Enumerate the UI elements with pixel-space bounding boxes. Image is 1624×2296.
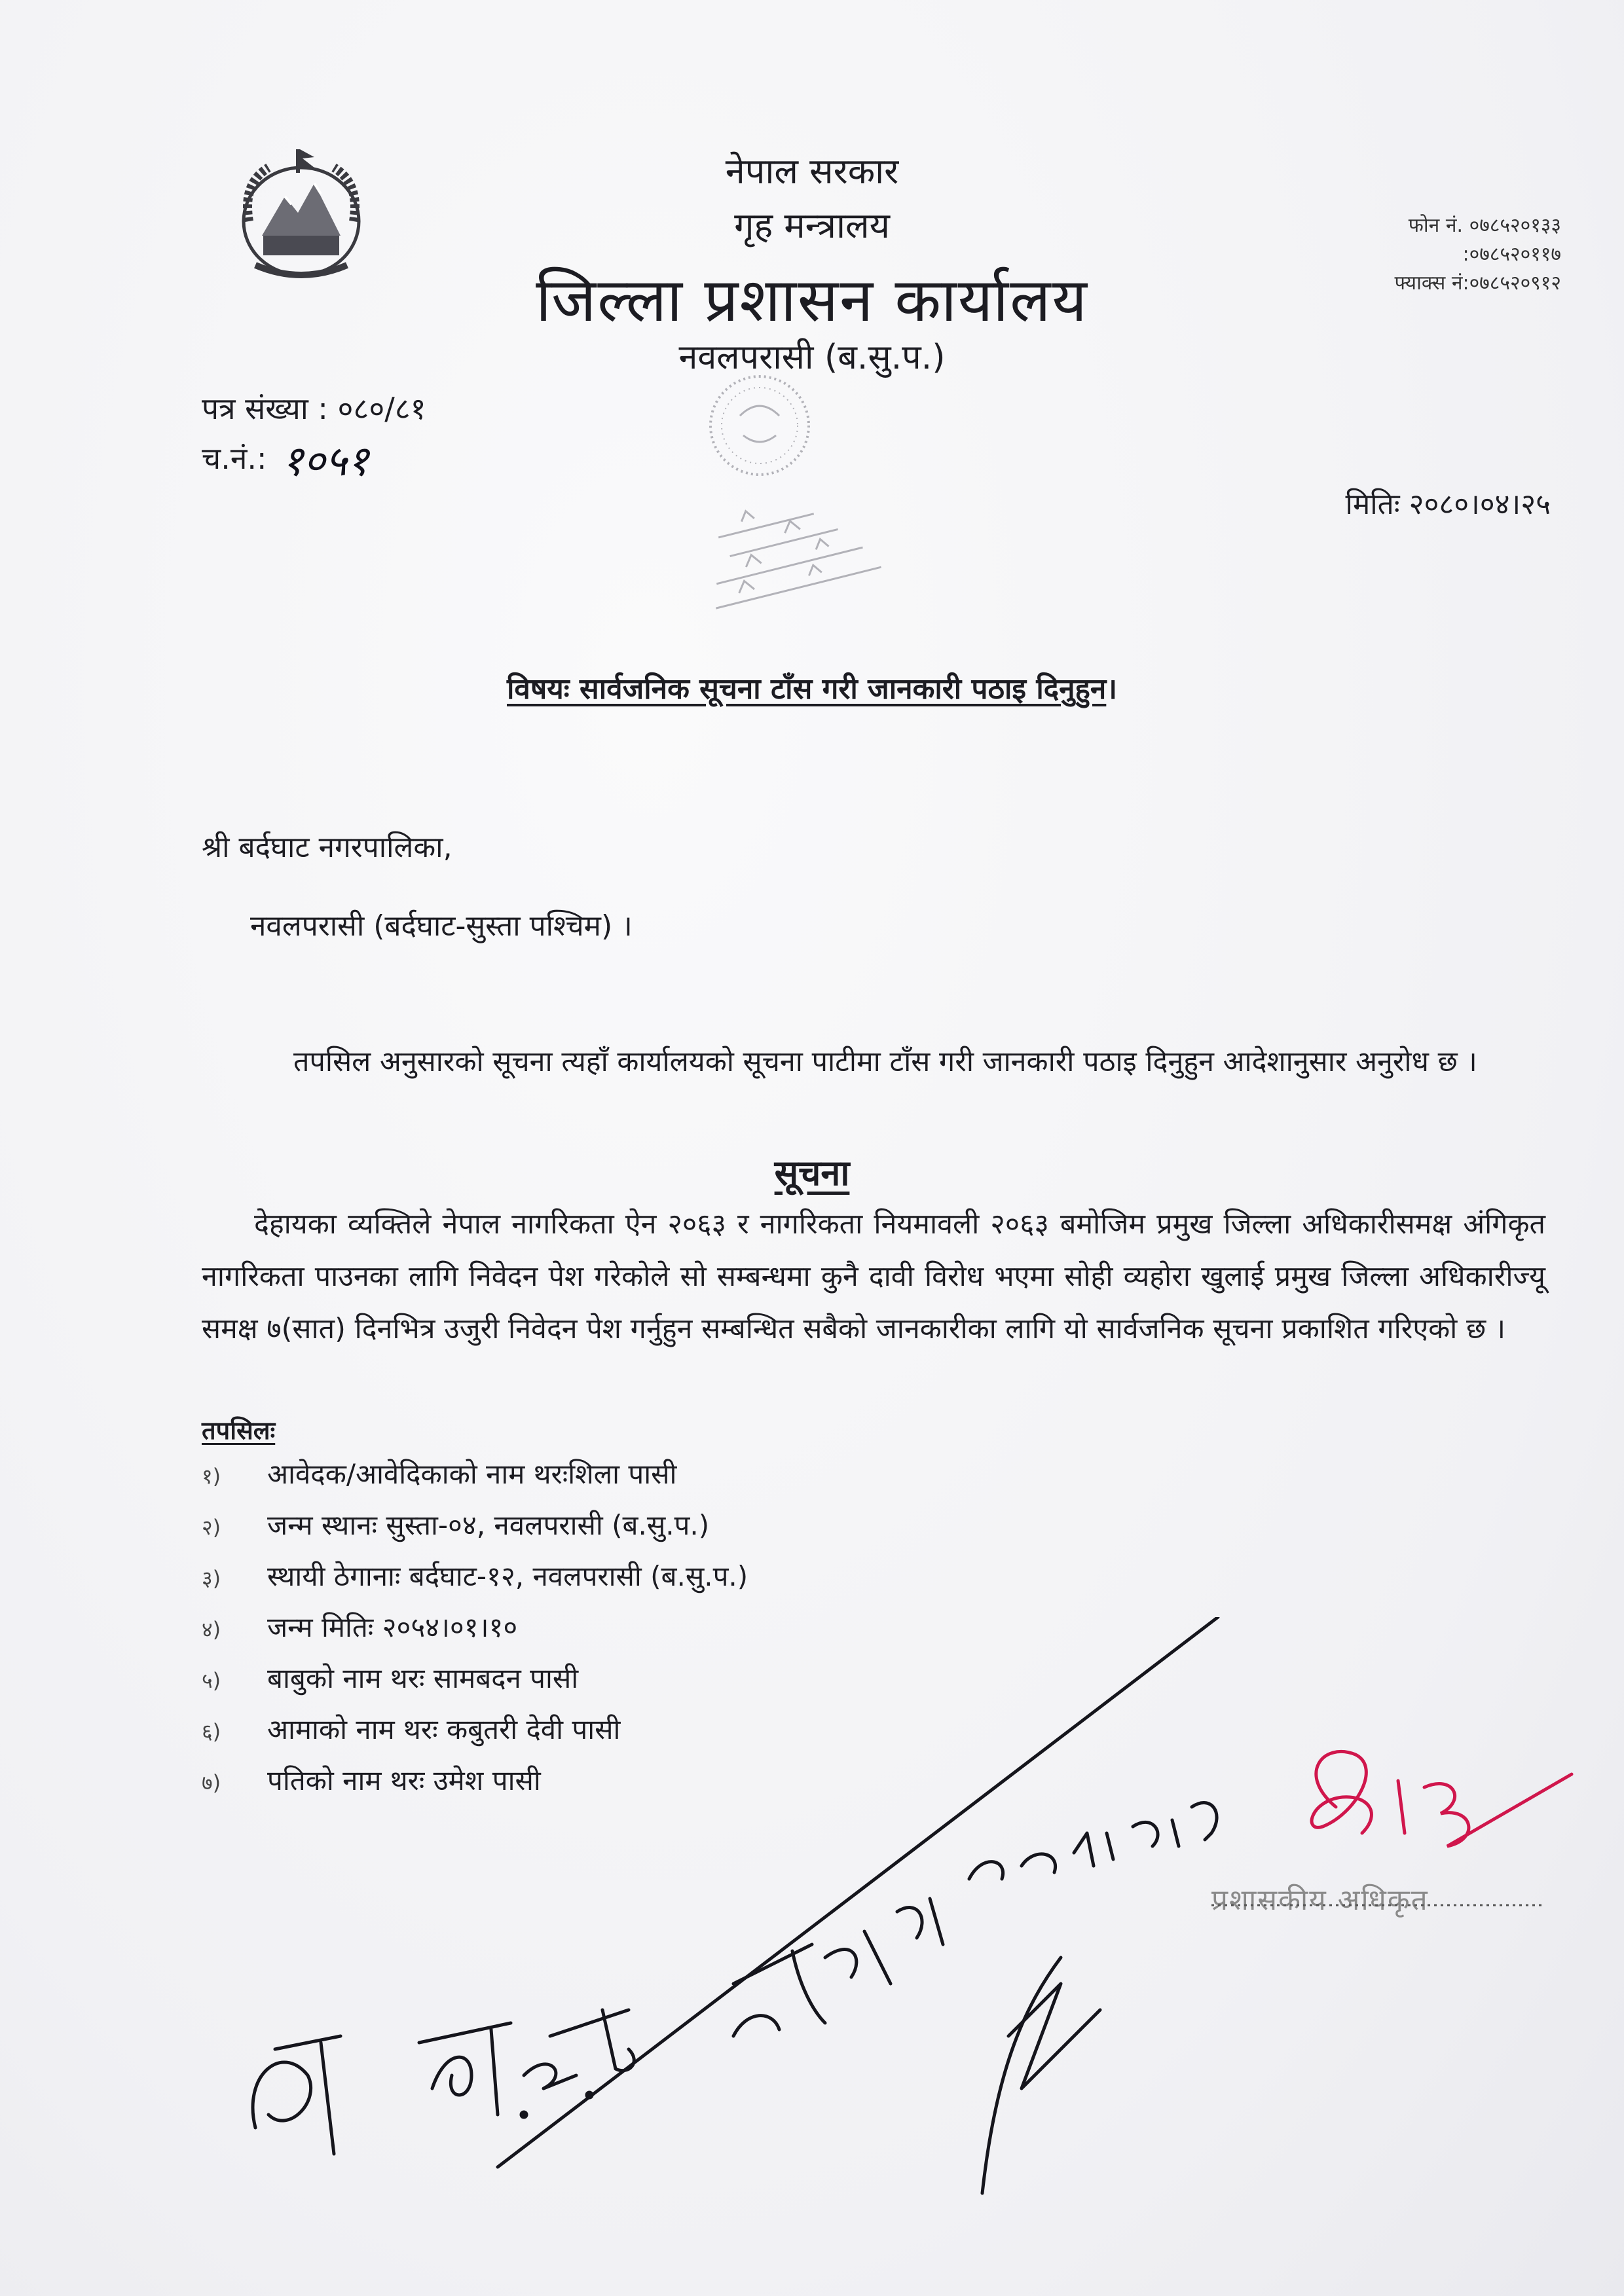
dispatch-number-handwritten: १०५१	[282, 437, 369, 486]
phone-number-2: :०७८५२०११७	[1462, 243, 1561, 266]
office-name: जिल्ला प्रशासन कार्यालय	[536, 265, 1088, 335]
government-name: नेपाल सरकार	[725, 151, 899, 192]
handwritten-annotations	[236, 1617, 1283, 2206]
letter-number: पत्र संख्या : ०८०/८१	[202, 391, 426, 426]
detail-text: जन्म स्थानः सुस्ता-०४, नवलपरासी (ब.सु.प.)	[267, 1509, 710, 1541]
district-name: नवलपरासी (ब.सु.प.)	[678, 338, 946, 377]
officer-signature-red	[1283, 1735, 1591, 1886]
detail-number: ५)	[202, 1668, 221, 1693]
detail-item	[202, 1506, 709, 1543]
subject-end-mark: ।	[1106, 672, 1118, 706]
details-heading: तपसिलः	[202, 1416, 276, 1445]
detail-text: आवेदक/आवेदिकाको नाम थरःशिला पासी	[267, 1458, 677, 1490]
addressee-address: नवलपरासी (बर्दघाट-सुस्ता पश्चिम) ।	[250, 909, 633, 943]
detail-item	[202, 1455, 676, 1492]
detail-text: पतिको नाम थरः उमेश पासी	[267, 1764, 541, 1796]
detail-number: १)	[202, 1464, 221, 1489]
request-paragraph: तपसिल अनुसारको सूचना त्यहाँ कार्यालयको सूचना पाटीमा टाँस गरी जानकारी पठाइ दिनुहुन आदेशानुसार अनुरोध छ ।	[293, 1046, 1477, 1078]
detail-number: ७)	[202, 1770, 221, 1795]
detail-text: जन्म मितिः २०५४।०१।१०	[267, 1611, 518, 1643]
detail-item	[202, 1557, 748, 1594]
phone-number: फोन नं. ०७८५२०१३३	[1408, 214, 1561, 237]
detail-number: ४)	[202, 1617, 221, 1642]
ministry-name: गृह मन्त्रालय	[734, 205, 890, 246]
detail-text: बाबुको नाम थरः सामबदन पासी	[267, 1662, 579, 1694]
officer-title: प्रशासकीय अधिकृत	[1211, 1884, 1429, 1917]
detail-number: ६)	[202, 1719, 221, 1744]
notice-body: देहायका व्यक्तिले नेपाल नागरिकता ऐन २०६३ र नागरिकता नियमावली २०६३ बमोजिम प्रमुख जिल्ला अधिकारीसमक्ष अंगिकृत नागरिकता पाउनका लागि निवेदन पेश गरेकोले सो सम्बन्धमा कुनै दावी विरोध भएमा सोही व्यहोरा खुलाई प्रमुख जिल्ला अधिकारीज्यू समक्ष ७(सात) दिनभित्र उजुरी निवेदन पेश गर्नुहुन सम्बन्धित सबैको जानकारीका लागि यो सार्वजनिक सूचना प्रकाशित गरिएको छ ।	[202, 1208, 1545, 1345]
notice-heading: सूचना	[774, 1152, 850, 1194]
fax-number: फ्याक्स नं:०७८५२०९१२	[1394, 272, 1561, 295]
dispatch-label: च.नं.:	[202, 441, 267, 476]
detail-number: २)	[202, 1515, 221, 1540]
subject-text: विषयः सार्वजनिक सूचना टाँस गरी जानकारी पठाइ दिनुहुन	[506, 672, 1107, 706]
letter-date: मितिः २०८०।०४।२५	[1345, 488, 1551, 521]
detail-text: आमाको नाम थरः कबुतरी देवी पासी	[267, 1713, 621, 1745]
addressee: श्री बर्दघाट नगरपालिका,	[202, 831, 452, 864]
office-stamp	[688, 363, 936, 632]
letter-subject	[0, 668, 1624, 707]
detail-text: स्थायी ठेगानाः बर्दघाट-१२, नवलपरासी (ब.सु.प.)	[267, 1560, 748, 1592]
detail-number: ३)	[202, 1566, 221, 1591]
